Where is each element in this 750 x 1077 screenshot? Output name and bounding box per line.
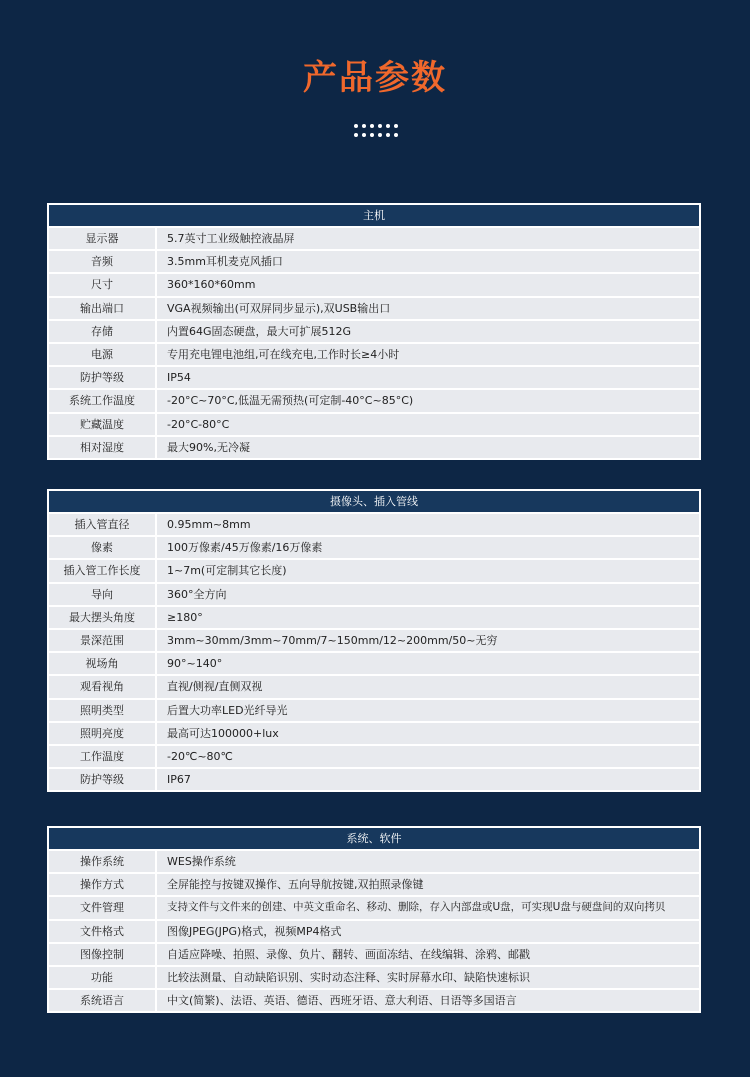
table-row xyxy=(49,851,699,872)
table-row xyxy=(49,414,699,435)
row-value: 3mm~30mm/3mm~70mm/7~150mm/12~200mm/50~无穷 xyxy=(157,630,699,651)
row-label: 插入管直径 xyxy=(49,514,155,535)
table-row xyxy=(49,769,699,790)
row-label: 文件管理 xyxy=(49,897,155,918)
row-value: 直视/侧视/直侧双视 xyxy=(157,676,699,697)
table-row xyxy=(49,390,699,411)
table-header: 摄像头、插入管线 xyxy=(49,491,699,512)
row-value: 最大90%,无冷凝 xyxy=(157,437,699,458)
row-label: 贮藏温度 xyxy=(49,414,155,435)
row-value: 自适应降噪、拍照、录像、负片、翻转、画面冻结、在线编辑、涂鸦、邮戳 xyxy=(157,944,699,965)
row-label: 显示器 xyxy=(49,228,155,249)
table-header: 系统、软件 xyxy=(49,828,699,849)
table-row xyxy=(49,723,699,744)
row-value: 后置大功率LED光纤导光 xyxy=(157,700,699,721)
row-value: 比较法测量、自动缺陷识别、实时动态注释、实时屏幕水印、缺陷快速标识 xyxy=(157,967,699,988)
table-row xyxy=(49,251,699,272)
row-label: 音频 xyxy=(49,251,155,272)
row-value: 最高可达100000+lux xyxy=(157,723,699,744)
row-label: 导向 xyxy=(49,584,155,605)
row-label: 操作方式 xyxy=(49,874,155,895)
row-value: ≥180° xyxy=(157,607,699,628)
table-row xyxy=(49,228,699,249)
spec-table-software xyxy=(47,826,701,1013)
row-label: 视场角 xyxy=(49,653,155,674)
table-row xyxy=(49,274,699,295)
table-row xyxy=(49,874,699,895)
row-value: 3.5mm耳机麦克风插口 xyxy=(157,251,699,272)
row-value: 图像JPEG(JPG)格式，视频MP4格式 xyxy=(157,921,699,942)
row-value: -20℃~80℃ xyxy=(157,746,699,767)
row-value: 90°~140° xyxy=(157,653,699,674)
table-row xyxy=(49,746,699,767)
row-value: VGA视频输出(可双屏同步显示),双USB输出口 xyxy=(157,298,699,319)
table-row xyxy=(49,607,699,628)
row-value: 内置64G固态硬盘，最大可扩展512G xyxy=(157,321,699,342)
row-value: 专用充电锂电池组,可在线充电,工作时长≥4小时 xyxy=(157,344,699,365)
page-title: 产品参数 xyxy=(303,58,447,98)
row-value: 360*160*60mm xyxy=(157,274,699,295)
row-label: 景深范围 xyxy=(49,630,155,651)
row-label: 操作系统 xyxy=(49,851,155,872)
row-label: 系统语言 xyxy=(49,990,155,1011)
row-label: 防护等级 xyxy=(49,367,155,388)
row-value: 支持文件与文件来的创建、中英文重命名、移动、删除，存入内部盘或U盘，可实现U盘与硬盘间的双向拷贝 xyxy=(157,897,699,918)
row-value: 100万像素/45万像素/16万像素 xyxy=(157,537,699,558)
row-value: 1~7m(可定制其它长度) xyxy=(157,560,699,581)
table-row xyxy=(49,537,699,558)
row-label: 电源 xyxy=(49,344,155,365)
table-header: 主机 xyxy=(49,205,699,226)
spec-table-host xyxy=(47,203,701,460)
table-row xyxy=(49,944,699,965)
decorative-dots-icon xyxy=(354,123,398,139)
table-row xyxy=(49,630,699,651)
row-label: 相对湿度 xyxy=(49,437,155,458)
table-row xyxy=(49,676,699,697)
table-row xyxy=(49,967,699,988)
row-value: WES操作系统 xyxy=(157,851,699,872)
table-row xyxy=(49,321,699,342)
table-row xyxy=(49,298,699,319)
row-label: 插入管工作长度 xyxy=(49,560,155,581)
row-label: 像素 xyxy=(49,537,155,558)
table-row xyxy=(49,344,699,365)
row-label: 输出端口 xyxy=(49,298,155,319)
spec-table-camera xyxy=(47,489,701,792)
table-row xyxy=(49,584,699,605)
row-value: 全屏能控与按键双操作、五向导航按键,双拍照录像键 xyxy=(157,874,699,895)
table-row xyxy=(49,367,699,388)
row-value: 0.95mm~8mm xyxy=(157,514,699,535)
row-value: -20°C~70°C,低温无需预热(可定制-40°C~85°C) xyxy=(157,390,699,411)
row-label: 功能 xyxy=(49,967,155,988)
row-label: 照明亮度 xyxy=(49,723,155,744)
row-label: 照明类型 xyxy=(49,700,155,721)
row-label: 工作温度 xyxy=(49,746,155,767)
row-value: 5.7英寸工业级触控液晶屏 xyxy=(157,228,699,249)
table-row xyxy=(49,560,699,581)
row-value: IP54 xyxy=(157,367,699,388)
row-label: 观看视角 xyxy=(49,676,155,697)
table-row xyxy=(49,437,699,458)
row-label: 最大摆头角度 xyxy=(49,607,155,628)
row-label: 系统工作温度 xyxy=(49,390,155,411)
table-row xyxy=(49,897,699,918)
table-row xyxy=(49,990,699,1011)
row-label: 防护等级 xyxy=(49,769,155,790)
row-label: 图像控制 xyxy=(49,944,155,965)
table-row xyxy=(49,653,699,674)
table-row xyxy=(49,921,699,942)
row-value: IP67 xyxy=(157,769,699,790)
row-label: 存储 xyxy=(49,321,155,342)
row-value: 中文(简繁)、法语、英语、德语、西班牙语、意大利语、日语等多国语言 xyxy=(157,990,699,1011)
row-label: 文件格式 xyxy=(49,921,155,942)
row-value: -20°C-80°C xyxy=(157,414,699,435)
table-row xyxy=(49,514,699,535)
table-row xyxy=(49,700,699,721)
row-label: 尺寸 xyxy=(49,274,155,295)
row-value: 360°全方向 xyxy=(157,584,699,605)
